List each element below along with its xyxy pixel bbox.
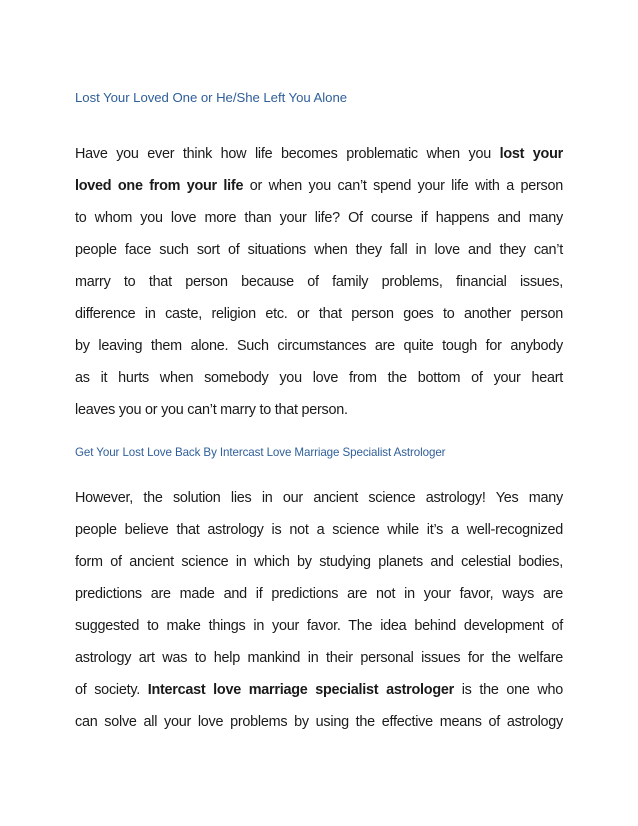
paragraph-line: predictions are made and if predictions are not in your favor, ways are [75, 586, 563, 602]
paragraph-line: difference in caste, religion etc. or that person goes to another person [75, 306, 563, 322]
paragraph-line: However, the solution lies in our ancient science astrology! Yes many [75, 490, 563, 506]
paragraph-line: as it hurts when somebody you love from the bottom of your heart [75, 370, 563, 386]
section-heading-lost-loved-one: Lost Your Loved One or He/She Left You Alone [75, 90, 348, 105]
paragraph-line: astrology art was to help mankind in their personal issues for the welfare [75, 650, 563, 666]
bold-text: Intercast love marriage specialist astrologer [147, 682, 454, 698]
paragraph-line: suggested to make things in your favor. The idea behind development of [75, 618, 563, 634]
paragraph-line: people believe that astrology is not a science while it’s a well-recognized [75, 522, 563, 538]
text-run: or when you can’t spend your life with a person [243, 178, 563, 194]
paragraph-line: marry to that person because of family problems, financial issues, [75, 274, 563, 290]
paragraph-line: people face such sort of situations when they fall in love and they can’t [75, 242, 563, 258]
bold-text: lost your [499, 146, 563, 162]
paragraph-intro [75, 144, 563, 432]
paragraph-line: to whom you love more than your life? Of course if happens and many [75, 210, 563, 226]
paragraph-line: can solve all your love problems by using the effective means of astrology [75, 714, 563, 730]
bold-text: loved one from your life [75, 178, 244, 194]
text-run: Have you ever think how life becomes problematic when you [75, 146, 500, 162]
section-heading-get-love-back: Get Your Lost Love Back By Intercast Love Marriage Specialist Astrologer [75, 446, 446, 459]
paragraph-solution [75, 488, 563, 744]
paragraph-line: form of ancient science in which by studying planets and celestial bodies, [75, 554, 563, 570]
text-run: is the one who [453, 682, 563, 698]
paragraph-line [75, 144, 563, 176]
text-run: of society. [75, 682, 148, 698]
paragraph-line: leaves you or you can’t marry to that person. [75, 402, 348, 418]
paragraph-line: by leaving them alone. Such circumstances are quite tough for anybody [75, 338, 563, 354]
paragraph-line [75, 176, 563, 208]
paragraph-line [75, 680, 563, 712]
